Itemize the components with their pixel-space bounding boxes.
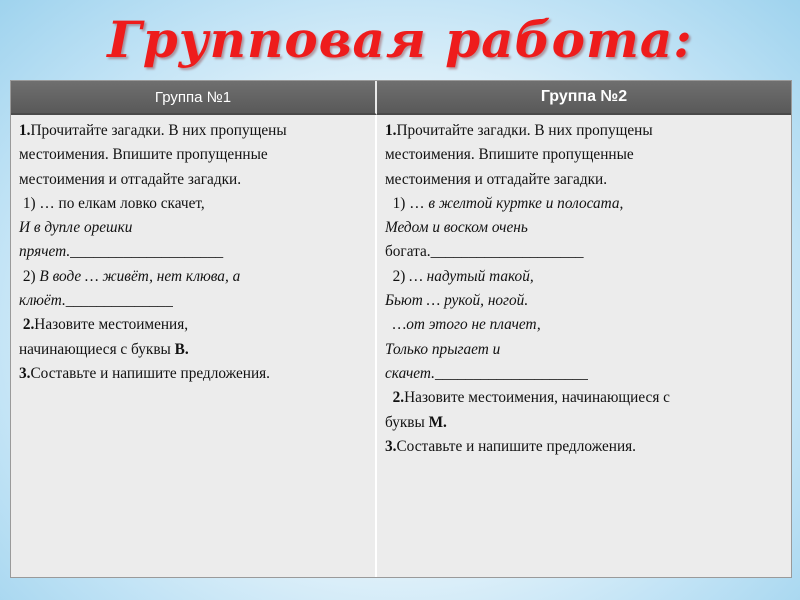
g1-riddle-1-line-1: 1) … по елкам ловко скачет, bbox=[19, 194, 205, 212]
g2-riddle-2-number: 2) bbox=[385, 267, 410, 285]
g2-task-1-text: Прочитайте загадки. В них пропущены bbox=[396, 122, 653, 139]
g2-task-1-line-3: местоимения и отгадайте загадки. bbox=[385, 170, 608, 188]
g2-riddle-1-text: в желтой куртке и полосата, bbox=[428, 194, 624, 212]
g1-task-2-number: 2. bbox=[19, 316, 35, 334]
header-group-2: Группа №2 bbox=[377, 81, 791, 115]
g2-riddle-2-line-2: Бьют … рукой, ногой. bbox=[385, 292, 529, 310]
g1-riddle-2-line-2: клюёт.______________ bbox=[19, 292, 173, 310]
g1-task-2-line-2-text: начинающиеся с буквы bbox=[19, 340, 175, 358]
g1-task-2 bbox=[19, 313, 369, 337]
group-1-cell bbox=[11, 115, 377, 577]
g1-task-1 bbox=[19, 119, 369, 143]
g2-riddle-2-text: … надутый такой, bbox=[409, 267, 534, 285]
g2-task-2-text: Назовите местоимения, начинающиеся с bbox=[404, 389, 670, 407]
g1-task-3 bbox=[19, 362, 369, 386]
g2-task-2-line-2-text: буквы bbox=[385, 413, 429, 431]
g2-task-1 bbox=[385, 119, 785, 143]
g2-riddle-2-line-1 bbox=[385, 265, 785, 289]
g2-riddle-1-line-3: богата.____________________ bbox=[385, 243, 584, 261]
g2-task-3-number: 3. bbox=[385, 437, 397, 455]
g1-riddle-2-text: В воде … живёт, нет клюва, а bbox=[39, 267, 241, 285]
page-title: Групповая работа: bbox=[107, 10, 693, 69]
g2-riddle-1-number: 1) … bbox=[385, 194, 429, 212]
g1-task-1-line-3: местоимения и отгадайте загадки. bbox=[19, 170, 242, 188]
g1-task-1-number: 1. bbox=[19, 122, 31, 139]
g2-task-1-number: 1. bbox=[385, 122, 397, 139]
g2-task-2-letter: М. bbox=[428, 413, 447, 431]
g2-riddle-2-line-3: …от этого не плачет, bbox=[385, 316, 541, 334]
assignment-table bbox=[10, 80, 792, 578]
g1-riddle-1-line-2: И в дупле орешки bbox=[19, 219, 133, 237]
g2-riddle-1-line-1 bbox=[385, 192, 785, 216]
g1-task-3-number: 3. bbox=[19, 364, 31, 382]
g1-task-2-letter: В. bbox=[174, 340, 189, 358]
g2-task-3-text: Составьте и напишите предложения. bbox=[396, 437, 636, 455]
g2-task-3 bbox=[385, 435, 785, 459]
g1-task-1-text: Прочитайте загадки. В них пропущены bbox=[30, 122, 287, 139]
g2-task-2 bbox=[385, 386, 785, 410]
group-2-cell bbox=[377, 115, 791, 577]
header-group-1: Группа №1 bbox=[11, 81, 377, 115]
g1-riddle-2-line-1 bbox=[19, 265, 369, 289]
g2-task-2-line-2 bbox=[385, 411, 785, 435]
g2-riddle-1-line-2: Медом и воском очень bbox=[385, 219, 528, 237]
g1-task-2-text: Назовите местоимения, bbox=[34, 316, 189, 334]
g2-riddle-2-line-4: Только прыгает и bbox=[385, 340, 501, 358]
g1-task-3-text: Составьте и напишите предложения. bbox=[30, 364, 270, 382]
g1-riddle-1-line-3: прячет.____________________ bbox=[19, 243, 224, 261]
g2-riddle-2-line-5: скачет.____________________ bbox=[385, 364, 588, 382]
g1-task-1-line-2: местоимения. Впишите пропущенные bbox=[19, 146, 268, 164]
g2-task-2-number: 2. bbox=[385, 389, 405, 407]
g2-task-1-line-2: местоимения. Впишите пропущенные bbox=[385, 146, 634, 164]
g1-task-2-line-2 bbox=[19, 338, 369, 362]
g1-riddle-2-number: 2) bbox=[19, 267, 40, 285]
